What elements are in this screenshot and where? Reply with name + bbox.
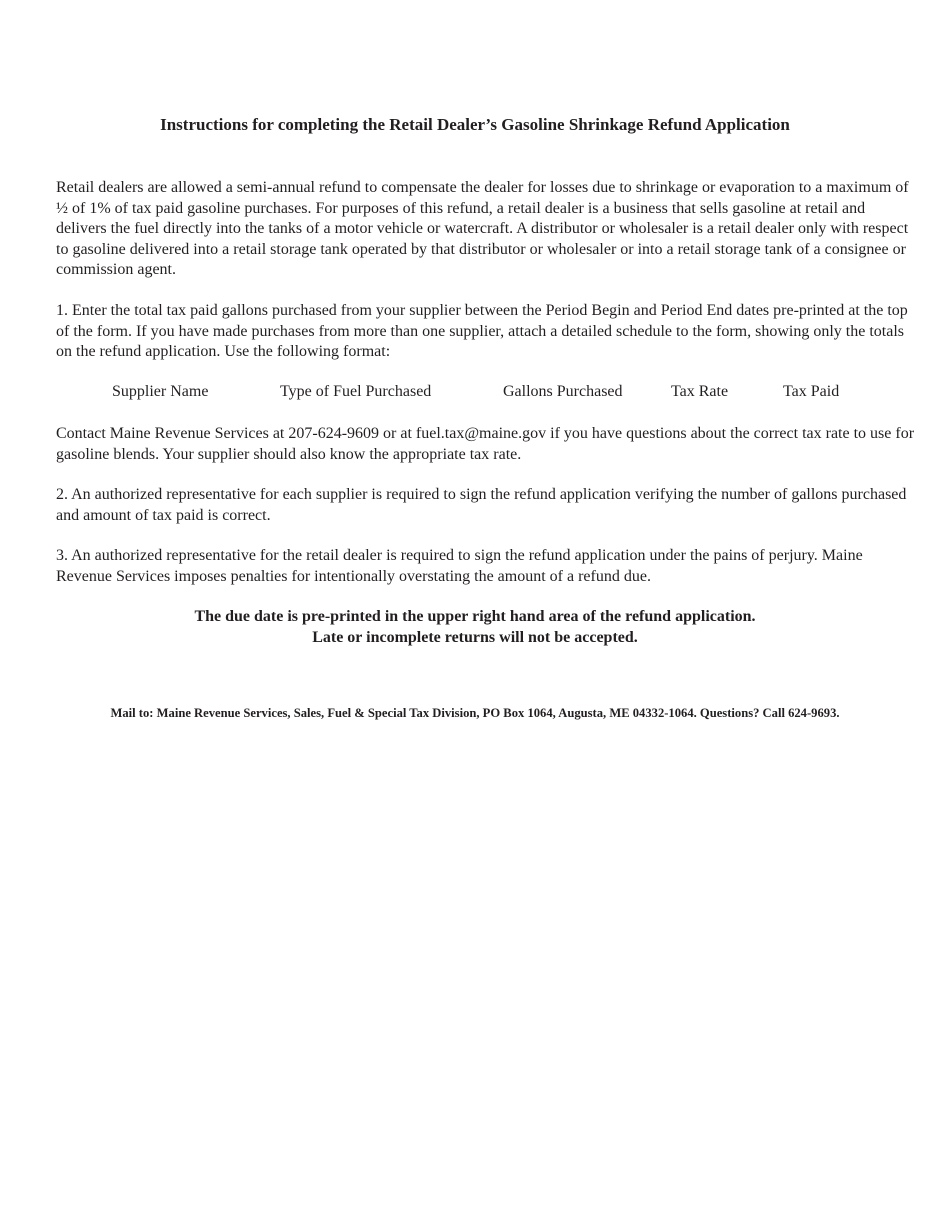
step-1-paragraph: 1. Enter the total tax paid gallons purchased from your supplier between the Period Begin and Period End dates pre-printed at the top of the form. If you have made purchases from more than one supplier, attach a detailed schedule to the form, showing only the totals on the refund application. Use the following format: — [56, 302, 908, 360]
format-gallons-purchased: Gallons Purchased — [503, 383, 623, 400]
mailing-address: Mail to: Maine Revenue Services, Sales, Fuel & Special Tax Division, PO Box 1064, Augusta, ME 04332-1064. Questions? Call 624-9693. — [110, 706, 840, 720]
format-tax-paid: Tax Paid — [783, 383, 840, 400]
step-3-paragraph: 3. An authorized representative for the retail dealer is required to sign the refund application under the pains of perjury. Maine Revenue Services imposes penalties for intentionally overstating the amount of a refund due. — [56, 547, 863, 585]
page-title: Instructions for completing the Retail Dealer’s Gasoline Shrinkage Refund Application — [160, 115, 790, 134]
step-2-paragraph: 2. An authorized representative for each supplier is required to sign the refund application verifying the number of gallons purchased and amount of tax paid is correct. — [56, 486, 907, 524]
format-supplier-name: Supplier Name — [112, 383, 209, 400]
due-date-notice: The due date is pre-printed in the upper right hand area of the refund application. — [194, 608, 756, 625]
schedule-format-row — [0, 382, 950, 404]
late-returns-notice: Late or incomplete returns will not be accepted. — [312, 629, 638, 646]
intro-paragraph: Retail dealers are allowed a semi-annual refund to compensate the dealer for losses due to shrinkage or evaporation to a maximum of ½ of 1% of tax paid gasoline purchases. For purposes of this refund, a retail dealer is a business that sells gasoline at retail and delivers the fuel directly into the tanks of a motor vehicle or watercraft. A distributor or wholesaler is a retail dealer only with respect to gasoline delivered into a retail storage tank operated by that distributor or wholesaler or into a retail storage tank of a consignee or commission agent. — [56, 179, 909, 278]
contact-paragraph: Contact Maine Revenue Services at 207-624-9609 or at fuel.tax@maine.gov if you have questions about the correct tax rate to use for gasoline blends. Your supplier should also know the appropriate tax rate. — [56, 425, 915, 463]
format-fuel-type: Type of Fuel Purchased — [280, 383, 432, 400]
format-tax-rate: Tax Rate — [671, 383, 729, 400]
